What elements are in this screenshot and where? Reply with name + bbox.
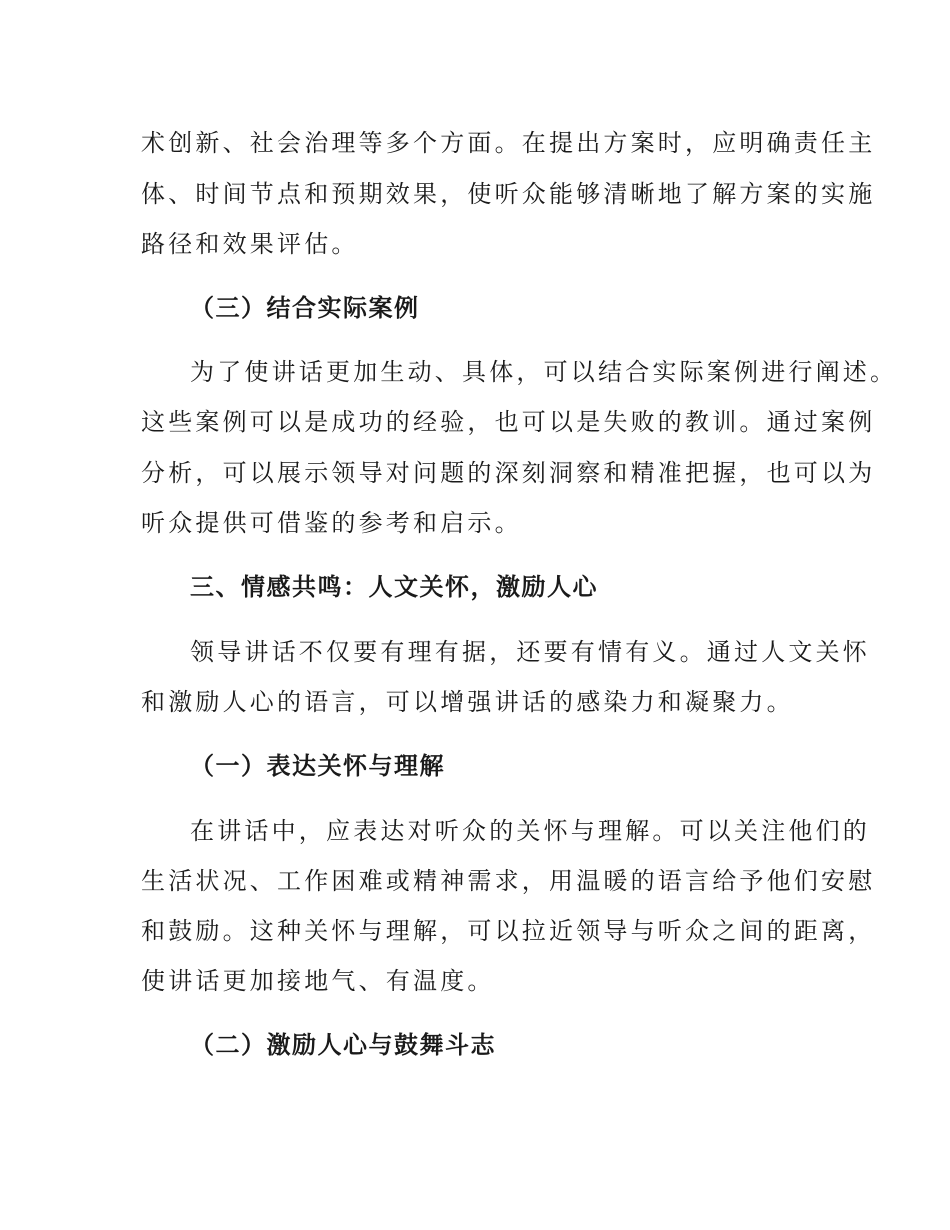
paragraph-line: 路径和效果评估。 [141, 230, 359, 258]
paragraph-line: 生活状况、工作困难或精神需求，用温暖的语言给予他们安慰 [141, 867, 876, 895]
paragraph-line: 体、时间节点和预期效果，使听众能够清晰地了解方案的实施 [141, 180, 876, 208]
section-heading: （三）结合实际案例 [190, 294, 420, 322]
paragraph-line: 为了使讲话更加生动、具体，可以结合实际案例进行阐述。 [190, 358, 898, 386]
chapter-heading: 三、情感共鸣：人文关怀，激励人心 [190, 573, 598, 601]
paragraph-line: 分析，可以展示领导对问题的深刻洞察和精准把握，也可以为 [141, 459, 876, 487]
paragraph-line: 术创新、社会治理等多个方面。在提出方案时，应明确责任主 [141, 129, 876, 157]
paragraph-line: 领导讲话不仅要有理有据，还要有情有义。通过人文关怀 [190, 638, 870, 666]
paragraph-line: 使讲话更加接地气、有温度。 [141, 967, 495, 995]
paragraph-line: 这些案例可以是成功的经验，也可以是失败的教训。通过案例 [141, 408, 876, 436]
paragraph-line: 和激励人心的语言，可以增强讲话的感染力和凝聚力。 [141, 688, 794, 716]
section-heading: （二）激励人心与鼓舞斗志 [190, 1031, 496, 1059]
paragraph-line: 听众提供可借鉴的参考和启示。 [141, 509, 522, 537]
section-heading: （一）表达关怀与理解 [190, 752, 445, 780]
paragraph-line: 和鼓励。这种关怀与理解，可以拉近领导与听众之间的距离， [141, 917, 876, 945]
paragraph-line: 在讲话中，应表达对听众的关怀与理解。可以关注他们的 [190, 817, 870, 845]
